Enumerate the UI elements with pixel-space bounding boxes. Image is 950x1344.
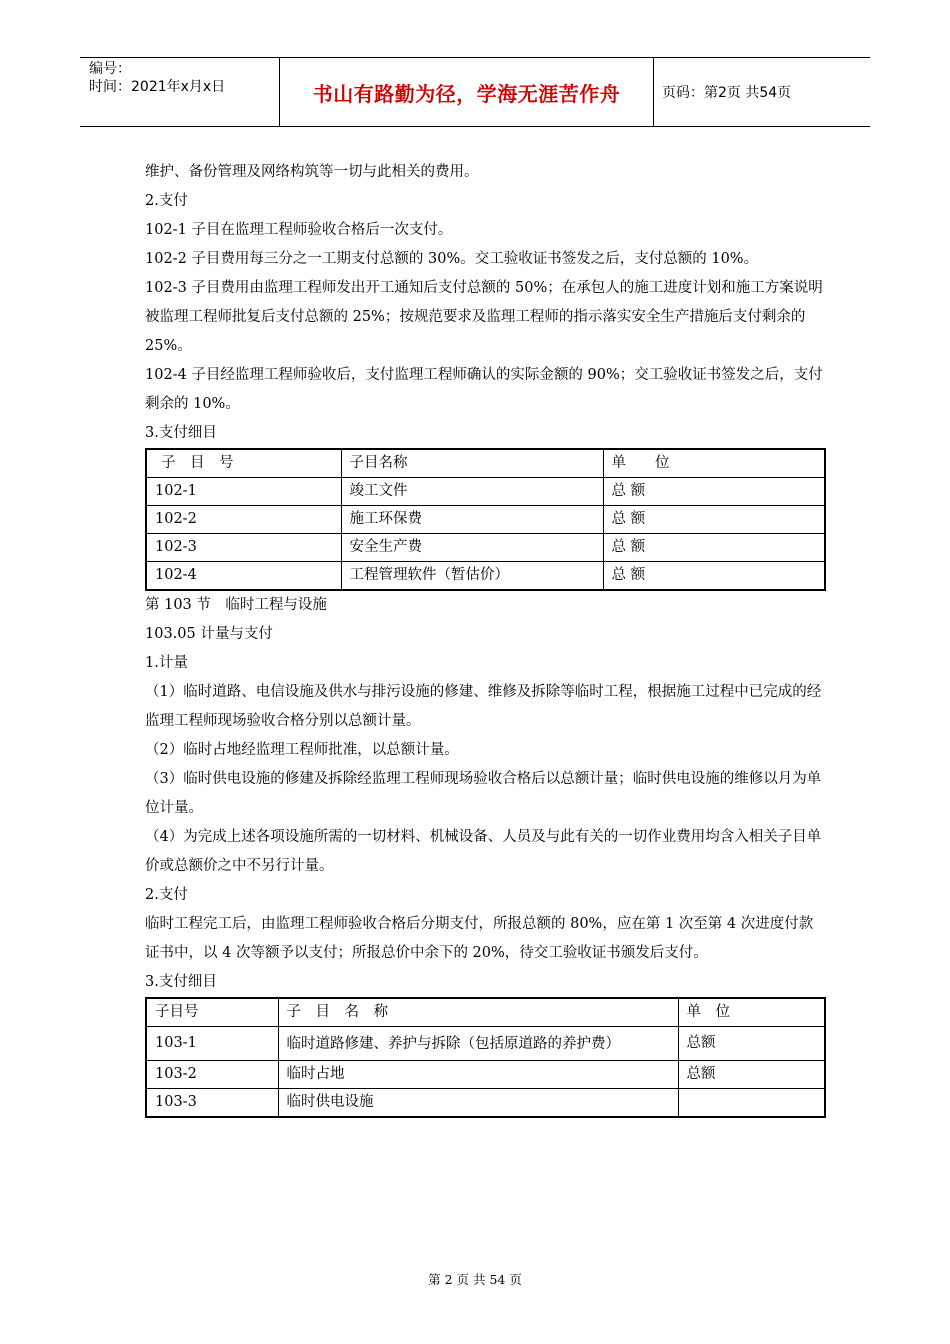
table-cell: 临时供电设施	[278, 1089, 678, 1118]
table-row	[146, 478, 825, 506]
table-cell: 102-1	[146, 478, 341, 506]
table-cell: 总 额	[603, 478, 825, 506]
table-header-cell: 子 目 名 称	[278, 998, 678, 1027]
section-heading: 第 103 节 临时工程与设施	[145, 597, 327, 613]
table-header-row	[146, 998, 825, 1027]
table-row	[146, 506, 825, 534]
paragraph: （2）临时占地经监理工程师批准，以总额计量。	[145, 742, 459, 758]
payment-items-table-103	[145, 997, 826, 1118]
table-header-row	[146, 449, 825, 478]
table-cell: 临时占地	[278, 1061, 678, 1089]
table-cell: 102-3	[146, 534, 341, 562]
table-cell: 安全生产费	[341, 534, 603, 562]
table-cell: 总 额	[603, 534, 825, 562]
table-cell: 施工环保费	[341, 506, 603, 534]
table-header-cell: 子目号	[146, 998, 278, 1027]
paragraph: 102-4 子目经监理工程师验收后，支付监理工程师确认的实际金额的 90%；交工验收证书签发之后，支付剩余的 10%。	[145, 367, 823, 412]
number-label: 编号：	[89, 61, 131, 77]
paragraph: 3.支付细目	[145, 974, 217, 990]
paragraph: （1）临时道路、电信设施及供水与排污设施的修建、维修及拆除等临时工程，根据施工过程中已完成的经监理工程师现场验收合格分别以总额计量。	[145, 684, 822, 729]
table-row	[146, 534, 825, 562]
table-cell: 102-4	[146, 562, 341, 591]
paragraph: 维护、备份管理及网络构筑等一切与此相关的费用。	[145, 164, 479, 180]
paragraph: 102-2 子目费用每三分之一工期支付总额的 30%。交工验收证书签发之后，支付总额的 10%。	[145, 251, 759, 267]
paragraph: 103.05 计量与支付	[145, 626, 273, 642]
page-footer: 第 2 页 共 54 页	[428, 1272, 522, 1287]
table-cell: 总额	[678, 1027, 825, 1061]
table-header-cell: 单 位	[603, 449, 825, 478]
table-header-cell: 子 目 号	[146, 449, 341, 478]
table-cell: 工程管理软件（暂估价）	[341, 562, 603, 591]
paragraph: 102-3 子目费用由监理工程师发出开工通知后支付总额的 50%；在承包人的施工进度计划和施工方案说明被监理工程师批复后支付总额的 25%；按规范要求及监理工程师的指示落实安全生产措施后支付剩余的 25%。	[145, 280, 823, 354]
table-header-cell: 子目名称	[341, 449, 603, 478]
table-cell: 103-3	[146, 1089, 278, 1118]
payment-items-table-102	[145, 448, 826, 591]
paragraph: （3）临时供电设施的修建及拆除经监理工程师现场验收合格后以总额计量；临时供电设施的维修以月为单位计量。	[145, 771, 822, 816]
page-header	[80, 57, 870, 127]
header-meta	[80, 58, 280, 126]
paragraph: 1.计量	[145, 655, 188, 671]
table-cell: 总 额	[603, 506, 825, 534]
table-cell: 总额	[678, 1061, 825, 1089]
table-cell: 103-2	[146, 1061, 278, 1089]
table-row	[146, 562, 825, 591]
paragraph: 2.支付	[145, 193, 188, 209]
paragraph: 临时工程完工后，由监理工程师验收合格后分期支付，所报总额的 80%，应在第 1 次至第 4 次进度付款证书中，以 4 次等额予以支付；所报总价中余下的 20%，待交工验收证书颁发后支付。	[145, 916, 814, 961]
paragraph: （4）为完成上述各项设施所需的一切材料、机械设备、人员及与此有关的一切作业费用均含入相关子目单价或总额价之中不另行计量。	[145, 829, 822, 874]
table-cell: 总 额	[603, 562, 825, 591]
document-body	[145, 158, 827, 1118]
table-row	[146, 1089, 825, 1118]
header-motto: 书山有路勤为径，学海无涯苦作舟	[280, 58, 654, 126]
table-row	[146, 1027, 825, 1061]
paragraph: 2.支付	[145, 887, 188, 903]
table-cell: 103-1	[146, 1027, 278, 1061]
table-cell: 102-2	[146, 506, 341, 534]
paragraph: 3.支付细目	[145, 425, 217, 441]
paragraph: 102-1 子目在监理工程师验收合格后一次支付。	[145, 222, 453, 238]
table-row	[146, 1061, 825, 1089]
table-header-cell: 单 位	[678, 998, 825, 1027]
table-cell: 临时道路修建、养护与拆除（包括原道路的养护费）	[278, 1027, 678, 1061]
header-page-label: 页码：第2页 共54页	[662, 85, 792, 101]
date-label: 时间：2021年x月x日	[89, 79, 226, 95]
table-cell: 竣工文件	[341, 478, 603, 506]
table-cell	[678, 1089, 825, 1118]
